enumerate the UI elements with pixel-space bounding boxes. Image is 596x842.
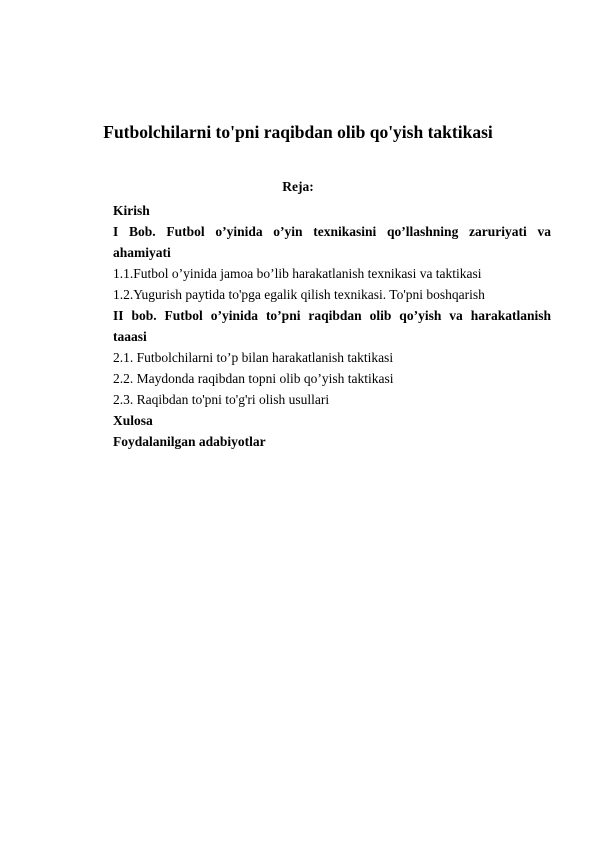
toc-item: 1.2.Yugurish paytida to'pga egalik qilish texnikasi. To'pni boshqarish xyxy=(113,287,485,302)
toc-item: 2.2. Maydonda raqibdan topni olib qo’yish taktikasi xyxy=(113,371,394,386)
document-title: Futbolchilarni to'pni raqibdan olib qo'yish taktikasi xyxy=(103,122,493,142)
toc-item: 2.1. Futbolchilarni to’p bilan harakatlanish taktikasi xyxy=(113,350,394,365)
toc-item: Foydalanilgan adabiyotlar xyxy=(113,434,266,449)
plan-heading: Reja: xyxy=(282,179,314,194)
toc-item: Kirish xyxy=(113,203,150,218)
toc-item: I Bob. Futbol o’yinida o’yin texnikasini qo’llashning zaruriyati va xyxy=(113,224,551,239)
toc-item: taaasi xyxy=(113,329,147,344)
toc-item: Xulosa xyxy=(113,413,153,428)
toc-item: II bob. Futbol o’yinida to’pni raqibdan olib qo’yish va harakatlanish xyxy=(113,308,551,323)
table-of-contents xyxy=(113,200,551,452)
toc-item: 2.3. Raqibdan to'pni to'g'ri olish usullari xyxy=(113,392,330,407)
toc-item: ahamiyati xyxy=(113,245,171,260)
toc-item: 1.1.Futbol o’yinida jamoa bo’lib harakatlanish texnikasi va taktikasi xyxy=(113,266,482,281)
